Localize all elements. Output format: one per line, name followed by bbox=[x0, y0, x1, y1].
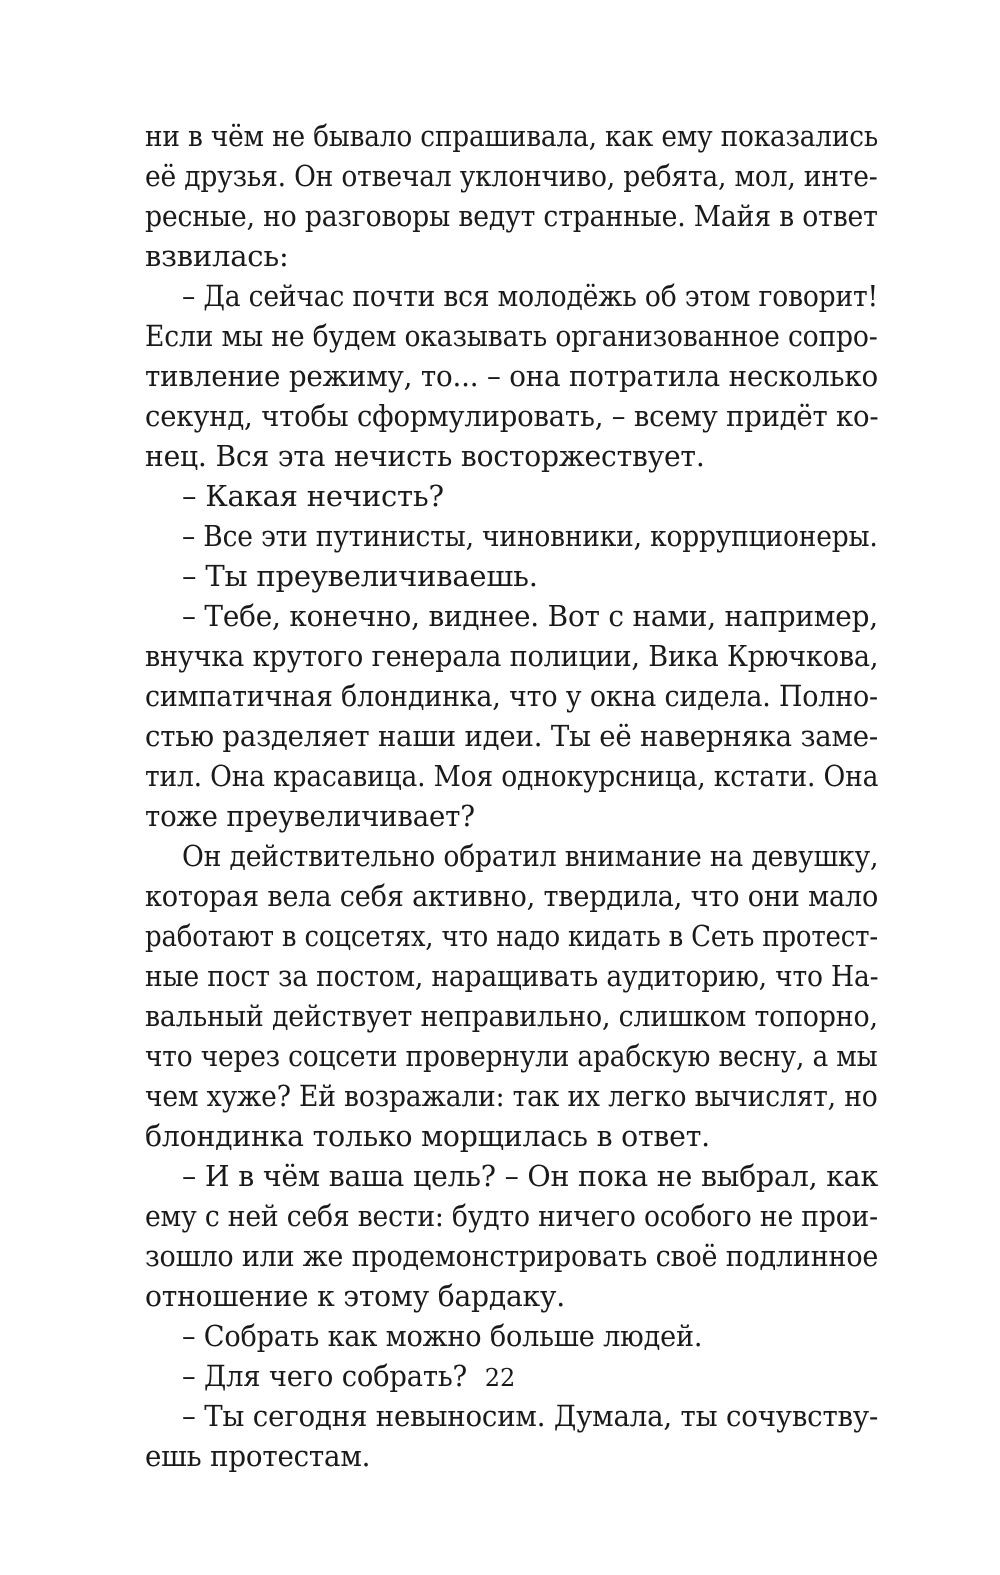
text-line-6: Если мы не будем оказывать организованное сопро- bbox=[145, 319, 878, 353]
text-line-9: нец. Вся эта нечисть восторжествует. bbox=[145, 439, 705, 473]
text-line-1: ни в чём не бывало спрашивала, как ему показались bbox=[145, 119, 879, 153]
text-line-22: ные пост за постом, наращивать аудиторию, что На- bbox=[145, 959, 879, 993]
text-line-27: – И в чём ваша цель? – Он пока не выбрал, как bbox=[182, 1159, 879, 1193]
text-line-33: – Ты сегодня невыносим. Думала, ты сочувству- bbox=[182, 1399, 879, 1433]
text-line-4: взвилась: bbox=[145, 239, 289, 273]
text-line-12: – Ты преувеличиваешь. bbox=[182, 559, 538, 593]
text-line-31: – Собрать как можно больше людей. bbox=[182, 1319, 703, 1353]
text-line-17: тил. Она красавица. Моя однокурсница, кстати. Она bbox=[145, 759, 879, 793]
text-line-26: блондинка только морщилась в ответ. bbox=[145, 1119, 710, 1153]
text-line-25: чем хуже? Ей возражали: так их легко вычислят, но bbox=[145, 1079, 878, 1113]
text-line-34: ешь протестам. bbox=[145, 1439, 371, 1473]
text-line-28: ему с ней себя вести: будто ничего особого не прои- bbox=[145, 1199, 878, 1233]
text-line-7: тивление режиму, то... – она потратила несколько bbox=[145, 359, 878, 393]
text-line-29: зошло или же продемонстрировать своё подлинное bbox=[145, 1239, 879, 1273]
text-line-19: Он действительно обратил внимание на девушку, bbox=[182, 839, 879, 873]
text-line-8: секунд, чтобы сформулировать, – всему придёт ко- bbox=[145, 399, 879, 433]
page-number: 22 bbox=[484, 1364, 516, 1392]
text-line-10: – Какая нечисть? bbox=[182, 479, 444, 513]
text-line-3: ресные, но разговоры ведут странные. Майя в ответ bbox=[145, 199, 878, 233]
text-line-13: – Тебе, конечно, виднее. Вот с нами, например, bbox=[182, 599, 878, 633]
text-line-5: – Да сейчас почти вся молодёжь об этом говорит! bbox=[182, 279, 878, 313]
text-line-23: вальный действует неправильно, слишком топорно, bbox=[145, 999, 878, 1033]
text-line-30: отношение к этому бардаку. bbox=[145, 1279, 566, 1313]
text-line-15: симпатичная блондинка, что у окна сидела. Полно- bbox=[145, 679, 878, 713]
text-line-18: тоже преувеличивает? bbox=[145, 799, 475, 833]
text-line-14: внучка крутого генерала полиции, Вика Крючкова, bbox=[145, 639, 879, 673]
text-line-20: которая вела себя активно, твердила, что они мало bbox=[145, 879, 879, 913]
text-line-32: – Для чего собрать? bbox=[182, 1359, 468, 1393]
text-line-16: стью разделяет наши идеи. Ты её наверняка заме- bbox=[145, 719, 878, 753]
text-line-24: что через соцсети провернули арабскую весну, а мы bbox=[145, 1039, 878, 1073]
text-line-11: – Все эти путинисты, чиновники, коррупционеры. bbox=[182, 519, 878, 553]
text-line-2: её друзья. Он отвечал уклончиво, ребята, мол, инте- bbox=[145, 159, 878, 193]
text-line-21: работают в соцсетях, что надо кидать в Сеть протест- bbox=[145, 919, 878, 953]
